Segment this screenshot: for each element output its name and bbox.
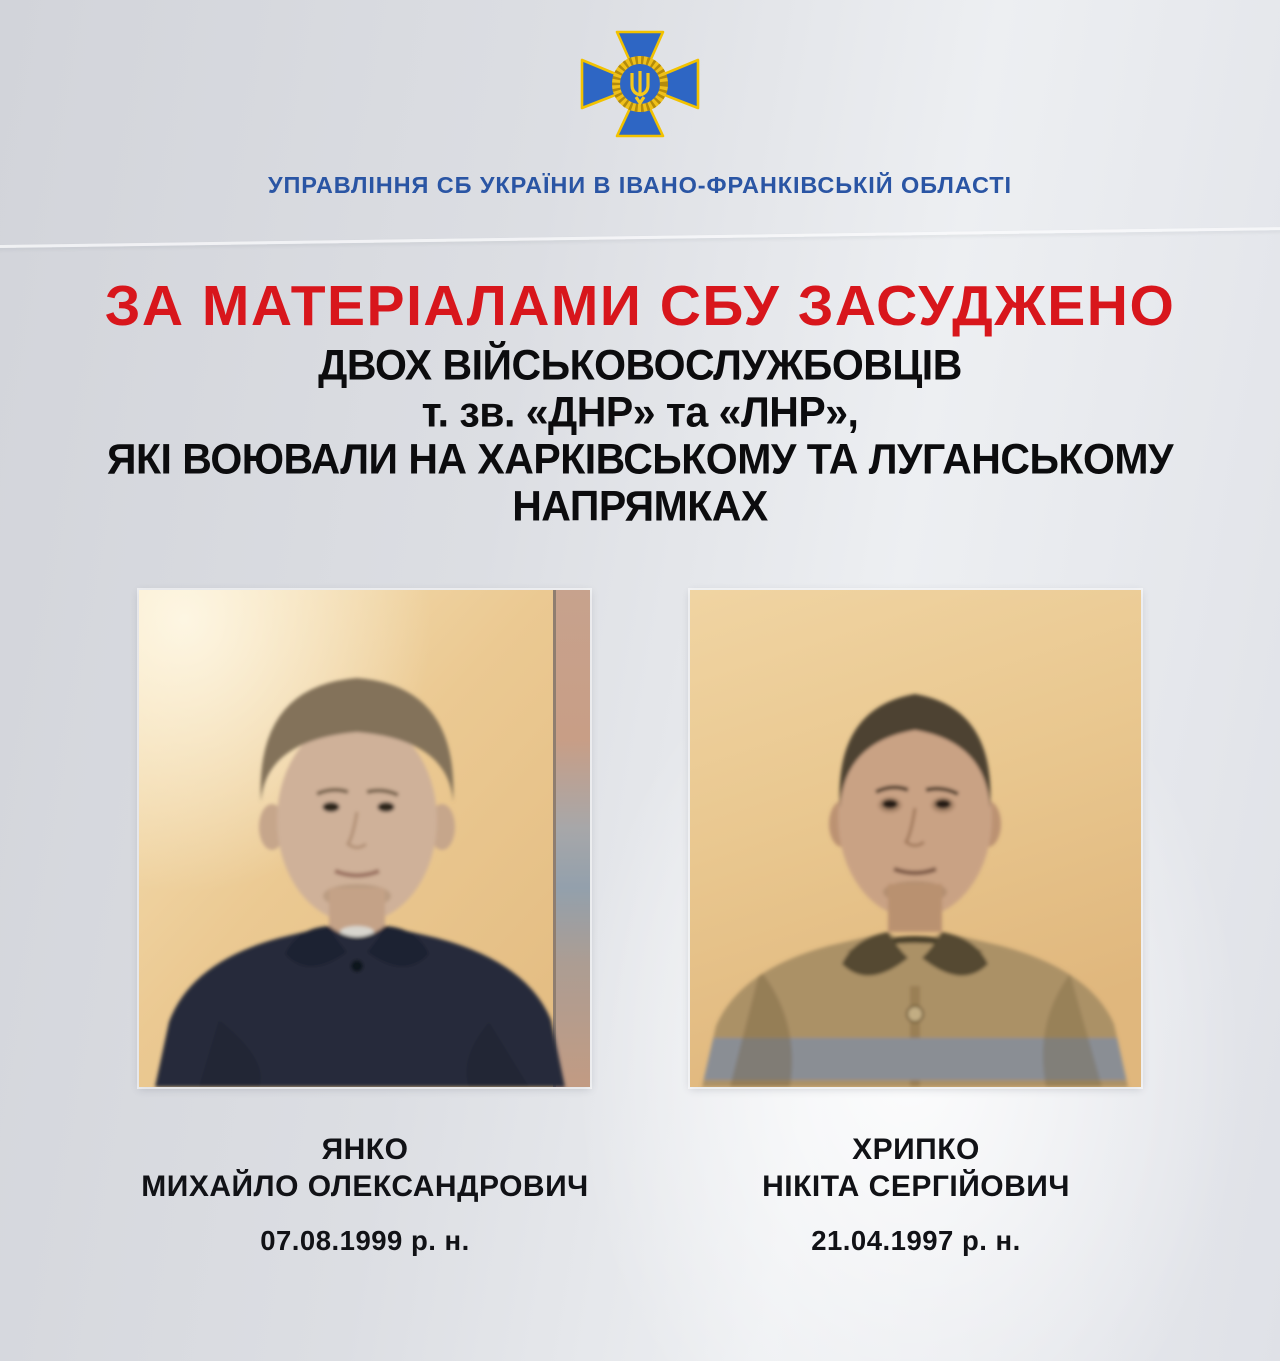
photo-khrypko (690, 590, 1141, 1087)
person-full-name: МИХАЙЛО ОЛЕКСАНДРОВИЧ (141, 1170, 589, 1203)
person-card-khrypko (690, 590, 1141, 1257)
caption-khrypko (690, 1131, 1141, 1257)
headline-line-1: ДВОХ ВІЙСЬКОВОСЛУЖБОВЦІВ (318, 341, 962, 389)
sbu-emblem-svg (579, 28, 701, 140)
person-full-name: НІКІТА СЕРГІЙОВИЧ (762, 1170, 1070, 1203)
headline-line-2: т. зв. «ДНР» та «ЛНР», (421, 388, 859, 436)
persons-row (0, 590, 1280, 1257)
headline-line-4: НАПРЯМКАХ (512, 482, 768, 530)
photo-yanko (139, 590, 590, 1087)
person-birth-date: 07.08.1999 р. н. (260, 1225, 470, 1256)
headline-main: ЗА МАТЕРІАЛАМИ СБУ ЗАСУДЖЕНО (104, 274, 1176, 338)
caption-yanko (139, 1131, 590, 1257)
org-name: УПРАВЛІННЯ СБ УКРАЇНИ В ІВАНО-ФРАНКІВСЬКІЙ ОБЛАСТІ (268, 172, 1012, 198)
sbu-emblem-icon (579, 28, 701, 140)
headline-sub-block (0, 342, 1280, 530)
photo-yanko-art (139, 590, 590, 1087)
background-seam-line (0, 227, 1280, 248)
photo-khrypko-art (690, 590, 1141, 1087)
person-birth-date: 21.04.1997 р. н. (811, 1225, 1021, 1256)
person-card-yanko (139, 590, 590, 1257)
headline-line-3: ЯКІ ВОЮВАЛИ НА ХАРКІВСЬКОМУ ТА ЛУГАНСЬКОМУ (106, 435, 1174, 483)
person-surname: ХРИПКО (852, 1133, 980, 1166)
person-surname: ЯНКО (321, 1133, 409, 1166)
